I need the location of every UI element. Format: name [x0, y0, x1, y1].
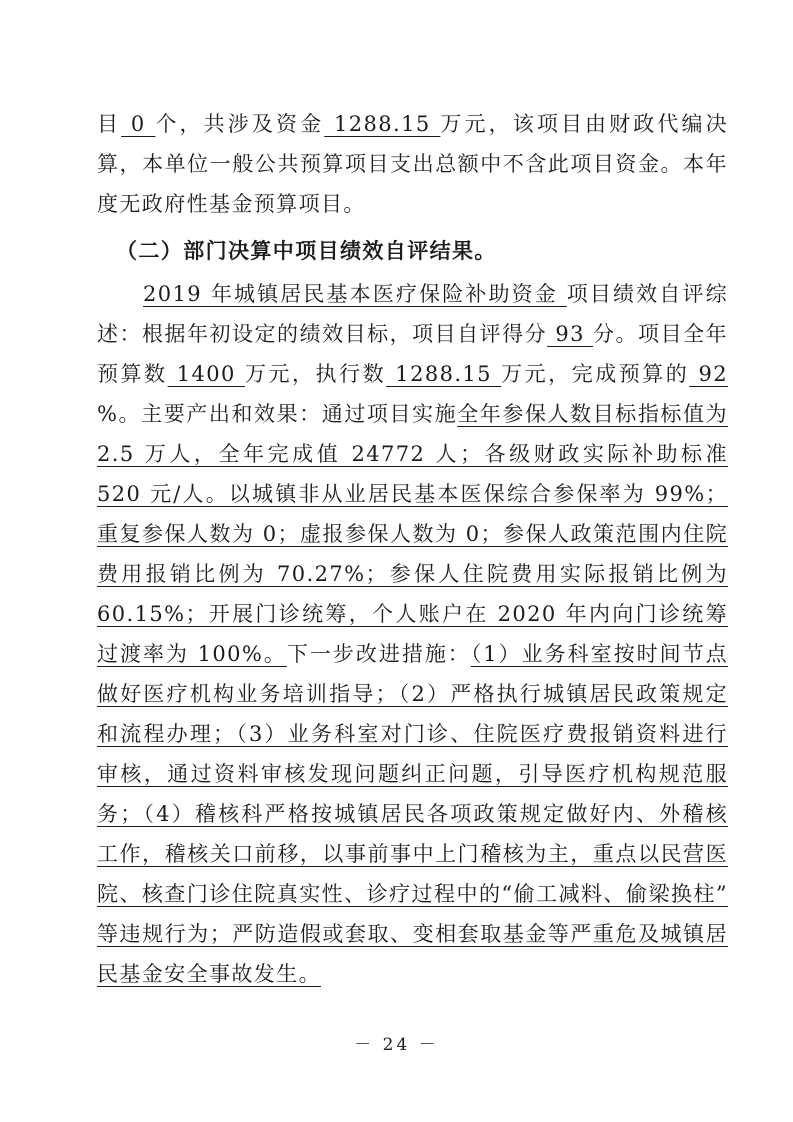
text-run: 下一步改进措施： [286, 642, 471, 666]
text-run: 个，共涉及资金 [155, 112, 325, 136]
underlined-text-run: 1400 [167, 362, 245, 386]
text-run: 万元，完成预算的 [501, 362, 690, 386]
underlined-text-run: 全年参保人数目标指标值为 2.5 万人，全年完成值 24772 人；各级财政实际补助标准 520 元/人。以城镇非从业居民基本医保综合参保率为 99%；重复参保人数为 0；虚报参保人数为 0；参保人政策范围内住院费用报销比例为 70.27%；参保人住院费用实际报销比例为 60.15%；开展门诊统筹，个人账户在 2020 年内向门诊统筹过渡率为 100%。 [97, 402, 728, 666]
body-paragraph [97, 274, 728, 994]
text-run: %。主要产出和效果：通过项目实施 [97, 402, 458, 426]
document-content [97, 104, 728, 994]
body-paragraph [97, 104, 728, 224]
underlined-text-run: 2019 年城镇居民基本医疗保险补助资金 [143, 282, 567, 306]
text-run: 目 [97, 112, 122, 136]
text-run: 万元，执行数 [245, 362, 387, 386]
underlined-text-run: （1）业务科室按时间节点做好医疗机构业务培训指导；（2）严格执行城镇居民政策规定和流程办理；（3）业务科室对门诊、住院医疗费报销资料进行审核，通过资料审核发现问题纠正问题，引导医疗机构规范服务；（4）稽核科严格按城镇居民各项政策规定做好内、外稽核工作，稽核关口前移，以事前事中上门稽核为主，重点以民营医院、核查门诊住院真实性、诊疗过程中的“偷工减料、偷梁换柱”等违规行为；严防造假或套取、变相套取基金等严重危及城镇居民基金安全事故发生。 [97, 642, 728, 986]
text-run: 分。项目全年预算数 [97, 322, 728, 386]
underlined-text-run: 0 [121, 112, 156, 136]
text-run: 项目绩效自评综述：根据年初设定的绩效目标，项目自评得分 [97, 282, 728, 346]
underlined-text-run: 1288.15 [386, 362, 502, 386]
text-run: （二）部门决算中项目绩效自评结果。 [116, 238, 497, 263]
underlined-text-run: 92 [689, 362, 728, 386]
underlined-text-run: 1288.15 [324, 112, 441, 136]
page-number: － 24 － [354, 1035, 439, 1055]
underlined-text-run: 93 [547, 322, 594, 346]
section-heading [97, 231, 728, 271]
text-run: 万元，该项目由财政代编决算，本单位一般公共预算项目支出总额中不含此项目资金。本年度无政府性基金预算项目。 [97, 112, 728, 216]
